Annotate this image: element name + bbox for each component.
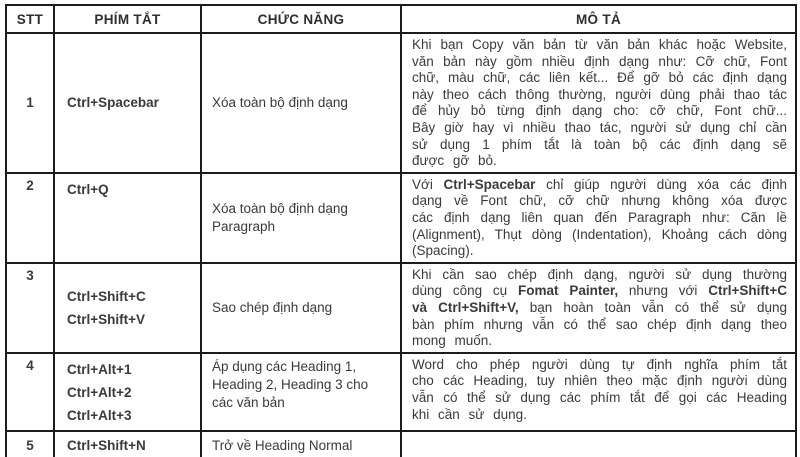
function-cell: Xóa toàn bộ định dạng (201, 33, 401, 173)
description-cell: Khi bạn Copy văn bản từ văn bản khác hoặc Website, văn bản này gồm nhiều định dạng như: Cỡ chữ, Font chữ, màu chữ, các liên kết... Để gỡ bỏ các định dạng này theo cách thông thường, người dùng phải thao tác để hủy bỏ từng định dạng cho: cỡ chữ, Font chữ... Bây giờ hay vì nhiều thao tác, người sử dụng chỉ cần sử dụng 1 phím tắt là toàn bộ các định dạng sẽ được gỡ bỏ. (401, 33, 796, 173)
table-header-row (6, 5, 796, 33)
table-row (6, 173, 796, 263)
shortcut-key: Ctrl+Spacebar (67, 95, 159, 111)
description-cell: Với Ctrl+Spacebar chỉ giúp người dùng xóa các định dạng về Font chữ, cỡ chữ nhưng không xóa được các định dạng liên quan đến Paragraph như: Căn lề (Alignment), Thụt dòng (Indentation), Khoảng cách dòng (Spacing). (401, 173, 796, 263)
function-cell: Sao chép định dạng (201, 263, 401, 353)
stt-cell: 5 (6, 431, 54, 457)
shortcut-table (5, 4, 797, 457)
function-cell: Xóa toàn bộ định dạng Paragraph (201, 173, 401, 263)
function-cell: Trở về Heading Normal (201, 431, 401, 457)
stt-cell: 2 (6, 173, 54, 263)
stt-cell: 3 (6, 263, 54, 353)
col-header-mo-ta: MÔ TẢ (401, 5, 796, 33)
shortcut-key: Ctrl+Shift+V (67, 311, 146, 327)
description-cell: Word cho phép người dùng tự định nghĩa phím tắt cho các Heading, tuy nhiên theo mặc định người dùng vẫn có thể sử dụng các phím tắt để gọi các Heading khi cần sử dụng. (401, 353, 796, 431)
table-row (6, 33, 796, 173)
shortcut-cell (54, 431, 201, 457)
col-header-stt: STT (6, 5, 54, 33)
stt-cell: 1 (6, 33, 54, 173)
table-row (6, 353, 796, 431)
function-cell: Áp dụng các Heading 1, Heading 2, Heading 3 cho các văn bản (201, 353, 401, 431)
col-header-chuc-nang: CHỨC NĂNG (201, 5, 401, 33)
shortcut-key: Ctrl+Q (67, 181, 109, 197)
shortcut-key: Ctrl+Alt+3 (67, 407, 132, 423)
description-cell (401, 431, 796, 457)
description-cell: Khi cần sao chép định dạng, người sử dụng thường dùng công cụ Fomat Painter, nhưng với Ctrl+Shift+C và Ctrl+Shift+V, bạn hoàn toàn vẫn có thể sử dụng bàn phím nhưng vẫn có thể sao chép định dạng theo mong muốn. (401, 263, 796, 353)
shortcut-key: Ctrl+Alt+2 (67, 384, 132, 400)
shortcut-cell (54, 353, 201, 431)
table-row (6, 431, 796, 457)
shortcut-cell (54, 263, 201, 353)
col-header-phim-tat: PHÍM TẮT (54, 5, 201, 33)
shortcut-cell (54, 33, 201, 173)
shortcut-key: Ctrl+Alt+1 (67, 361, 132, 377)
table-row (6, 263, 796, 353)
shortcut-key: Ctrl+Shift+C (67, 288, 146, 304)
stt-cell: 4 (6, 353, 54, 431)
shortcut-cell (54, 173, 201, 263)
shortcut-key: Ctrl+Shift+N (67, 438, 146, 454)
